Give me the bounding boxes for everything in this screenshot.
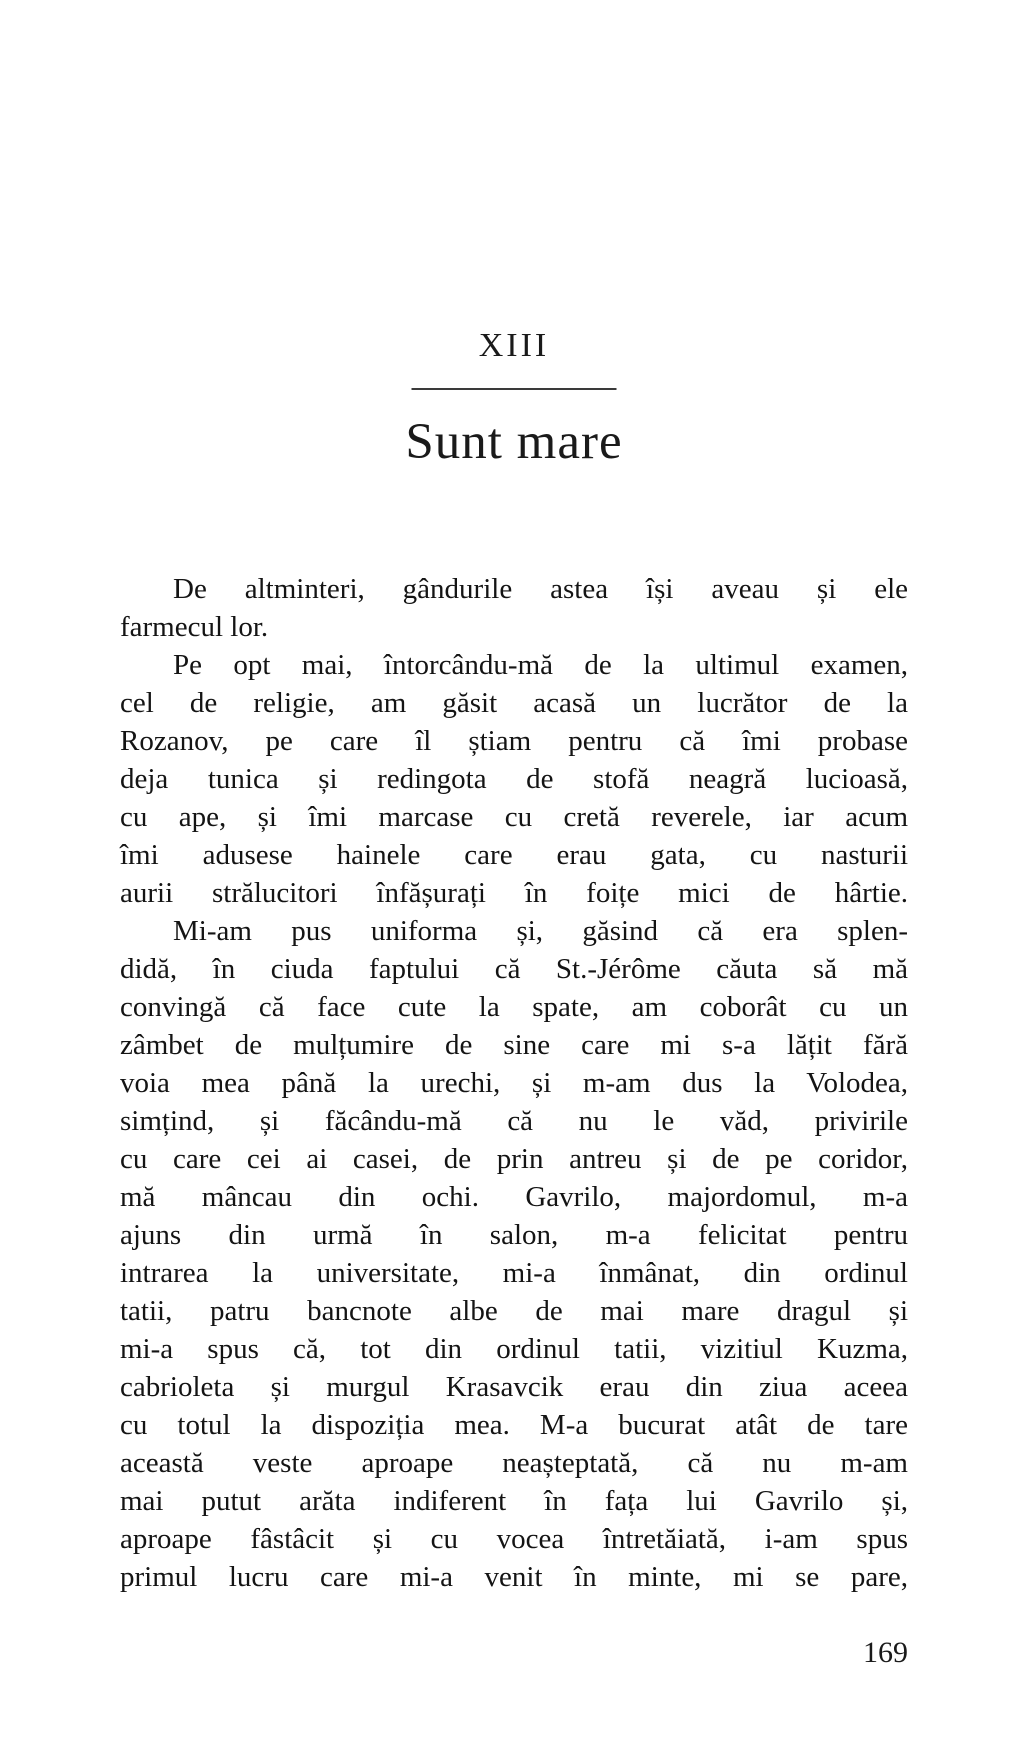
- text-line: cabrioleta și murgul Krasavcik erau din ziua aceea: [120, 1371, 908, 1403]
- text-line: Rozanov, pe care îl știam pentru că îmi probase: [120, 725, 908, 757]
- text-line: intrarea la universitate, mi-a înmânat, din ordinul: [120, 1257, 908, 1289]
- text-line: didă, în ciuda faptului că St.-Jérôme căuta să mă: [120, 953, 908, 985]
- text-line: cel de religie, am găsit acasă un lucrător de la: [120, 687, 908, 719]
- body-text: [120, 570, 908, 1596]
- text-line: cu totul la dispoziția mea. M-a bucurat atât de tare: [120, 1409, 908, 1441]
- text-line: aurii strălucitori înfășurați în foițe mici de hârtie.: [120, 877, 908, 909]
- text-line: De altminteri, gândurile astea își aveau și ele: [173, 573, 908, 605]
- chapter-number: XIII: [478, 327, 550, 364]
- book-page: [120, 0, 908, 1739]
- chapter-title: Sunt mare: [405, 414, 623, 470]
- text-line: această veste aproape neașteptată, că nu m-am: [120, 1447, 908, 1479]
- text-line: voia mea până la urechi, și m-am dus la Volodea,: [120, 1067, 908, 1099]
- text-line: zâmbet de mulțumire de sine care mi s-a lățit fără: [120, 1029, 908, 1061]
- text-line: farmecul lor.: [120, 611, 269, 643]
- text-line: primul lucru care mi-a venit în minte, mi se pare,: [120, 1561, 908, 1593]
- text-line: cu care cei ai casei, de prin antreu și de pe coridor,: [120, 1143, 908, 1175]
- text-line: tatii, patru bancnote albe de mai mare dragul și: [120, 1295, 908, 1327]
- text-line: mă mâncau din ochi. Gavrilo, majordomul, m-a: [120, 1181, 908, 1213]
- text-line: îmi adusese hainele care erau gata, cu nasturii: [120, 839, 908, 871]
- text-line: deja tunica și redingota de stofă neagră lucioasă,: [120, 763, 908, 795]
- text-line: cu ape, și îmi marcase cu cretă reverele, iar acum: [120, 801, 908, 833]
- text-line: simțind, și făcându-mă că nu le văd, privirile: [120, 1105, 908, 1137]
- text-line: ajuns din urmă în salon, m-a felicitat pentru: [120, 1219, 908, 1251]
- page-number: 169: [863, 1636, 908, 1669]
- text-line: convingă că face cute la spate, am coborât cu un: [120, 991, 908, 1023]
- text-line: aproape fâstâcit și cu vocea întretăiată, i-am spus: [120, 1523, 908, 1555]
- text-line: mai putut arăta indiferent în fața lui Gavrilo și,: [120, 1485, 908, 1517]
- text-line: Pe opt mai, întorcându-mă de la ultimul examen,: [173, 649, 908, 681]
- heading-rule: [412, 388, 617, 390]
- text-line: Mi-am pus uniforma și, găsind că era splen-: [173, 915, 908, 947]
- text-line: mi-a spus că, tot din ordinul tatii, vizitiul Kuzma,: [120, 1333, 908, 1365]
